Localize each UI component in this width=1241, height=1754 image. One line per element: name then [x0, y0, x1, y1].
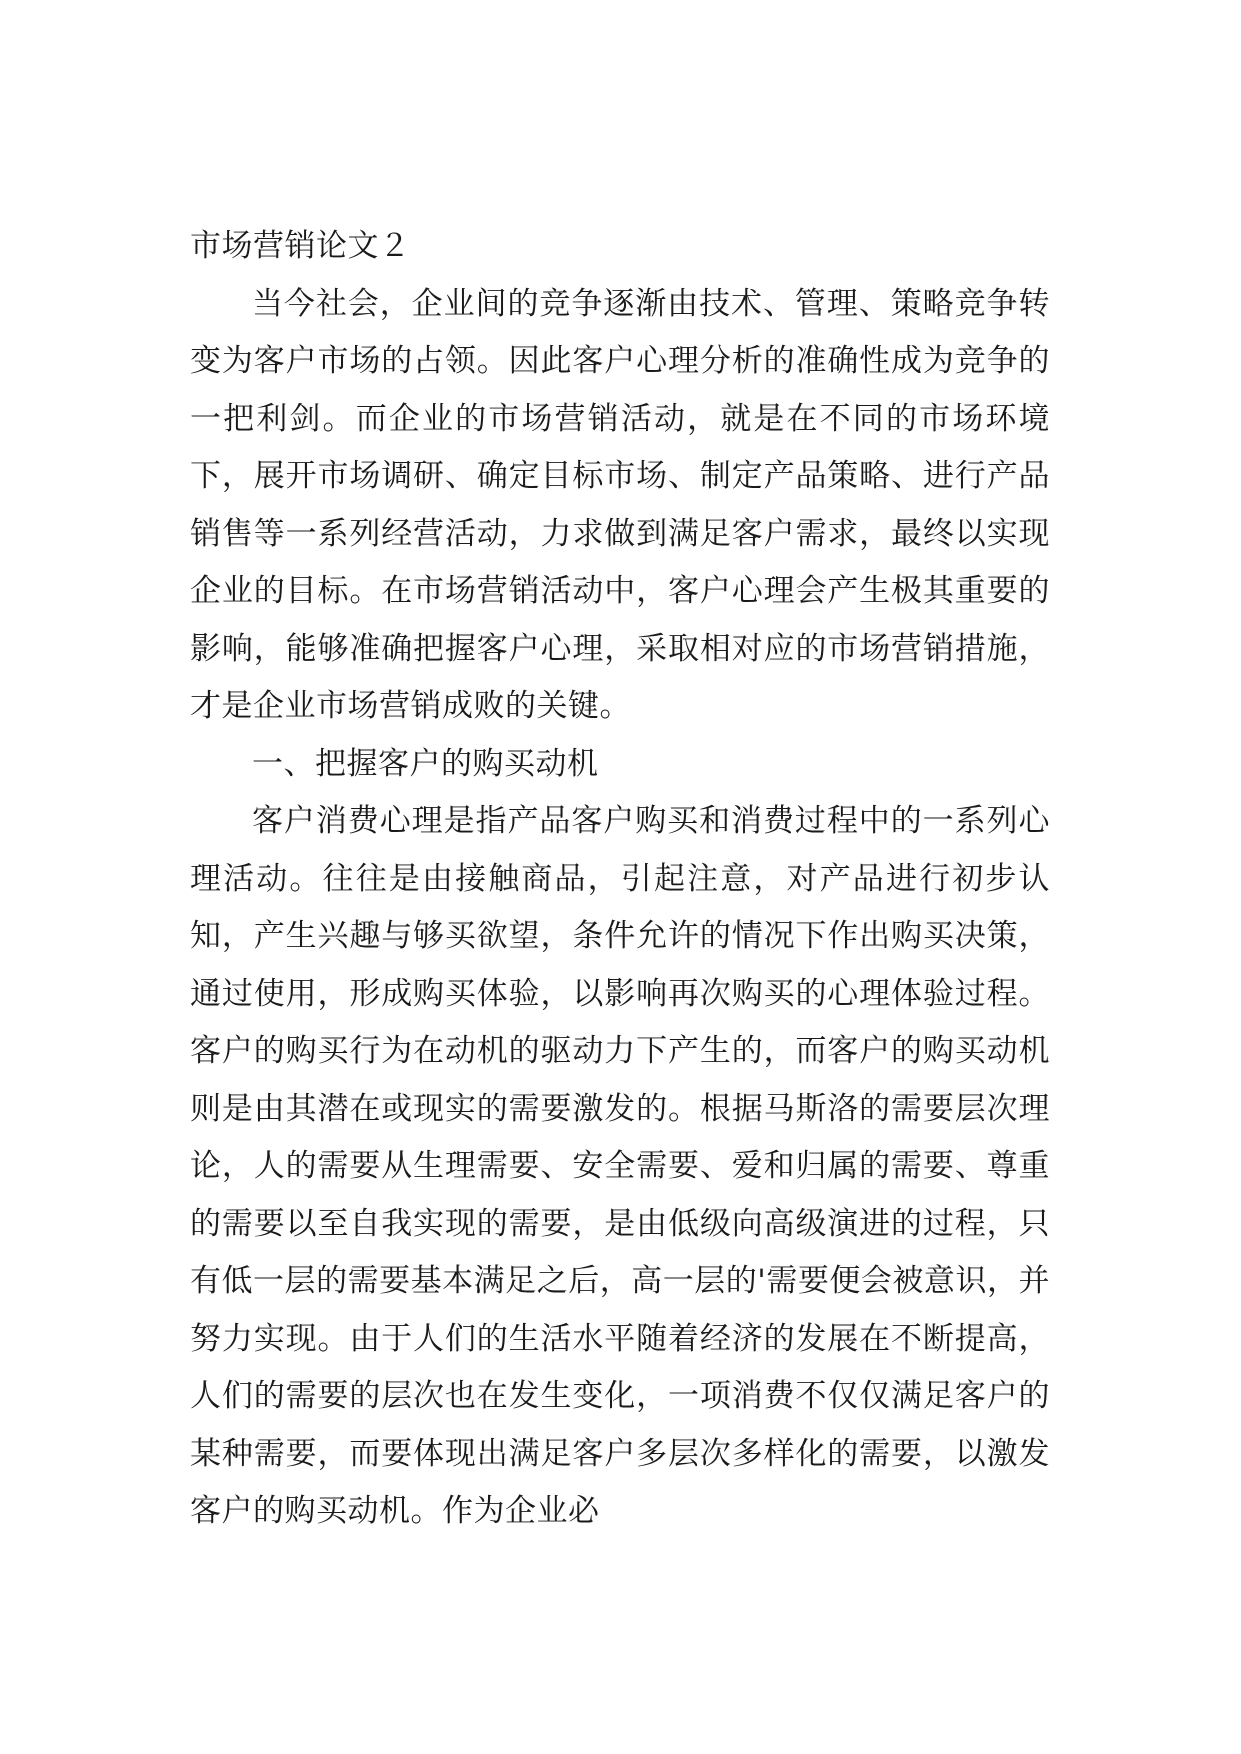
intro-paragraph: 当今社会，企业间的竞争逐渐由技术、管理、策略竞争转变为客户市场的占领。因此客户心理分析的准确性成为竞争的一把利剑。而企业的市场营销活动，就是在不同的市场环境下，展开市场调研、确定目标市场、制定产品策略、进行产品销售等一系列经营活动，力求做到满足客户需求，最终以实现企业的目标。在市场营销活动中，客户心理会产生极其重要的影响，能够准确把握客户心理，采取相对应的市场营销措施，才是企业市场营销成败的关键。 — [190, 285, 1050, 724]
document-body — [190, 218, 1050, 1541]
document-title: 市场营销论文２ — [190, 228, 411, 264]
section-paragraph: 客户消费心理是指产品客户购买和消费过程中的一系列心理活动。往往是由接触商品，引起注意，对产品进行初步认知，产生兴趣与够买欲望，条件允许的情况下作出购买决策，通过使用，形成购买体验，以影响再次购买的心理体验过程。客户的购买行为在动机的驱动力下产生的，而客户的购买动机则是由其潜在或现实的需要激发的。根据马斯洛的需要层次理论，人的需要从生理需要、安全需要、爱和归属的需要、尊重的需要以至自我实现的需要，是由低级向高级演进的过程，只有低一层的需要基本满足之后，高一层的'需要便会被意识，并努力实现。由于人们的生活水平随着经济的发展在不断提高，人们的需要的层次也在发生变化，一项消费不仅仅满足客户的某种需要，而要体现出满足客户多层次多样化的需要，以激发客户的购买动机。作为企业必 — [190, 803, 1050, 1529]
section-heading: 一、把握客户的购买动机 — [252, 745, 599, 782]
